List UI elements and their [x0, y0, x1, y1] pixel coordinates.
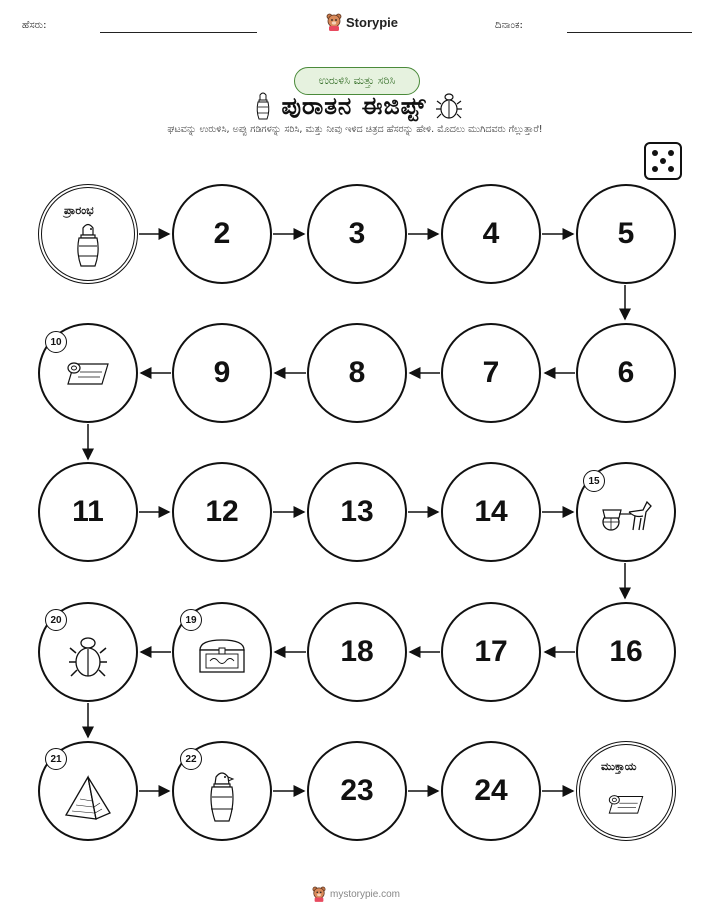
name-label: ಹೆಸರು:: [22, 20, 47, 31]
title-text: ಪುರಾತನ ಈಜಿಪ್ಟ್: [281, 92, 427, 120]
board-space-13[interactable]: [307, 462, 407, 562]
space-badge-10: [45, 331, 67, 353]
badge-number: 15: [588, 475, 600, 487]
board-space-23[interactable]: [307, 741, 407, 841]
start-space[interactable]: [38, 184, 138, 284]
board-space-2[interactable]: [172, 184, 272, 284]
space-number: 17: [474, 635, 508, 668]
canopic-jar-icon: [73, 222, 103, 268]
badge-number: 22: [185, 753, 197, 765]
brand-name: Storypie: [346, 14, 399, 30]
treasure-chest-icon: [196, 636, 248, 674]
papyrus-scroll-icon: [606, 790, 646, 818]
space-number: 16: [609, 635, 643, 668]
finish-label: ಮುಕ್ತಾಯ: [601, 760, 637, 773]
canopic-jar-icon: [207, 769, 237, 823]
board-space-5[interactable]: [576, 184, 676, 284]
date-label: ದಿನಾಂಕ:: [495, 20, 523, 31]
space-number: 3: [348, 217, 366, 250]
scarab-icon: [68, 635, 108, 679]
space-number: 8: [348, 356, 366, 389]
space-number: 18: [340, 635, 374, 668]
footer: [312, 886, 400, 902]
board-space-17[interactable]: [441, 602, 541, 702]
board-space-6[interactable]: [576, 323, 676, 423]
instructions: ಘಟವನ್ನು ಉರುಳಿಸಿ, ಅಪ್ಪು ಗಡಿಗಳನ್ನು ಸರಿಸಿ, ಮತ್ತು ನೀವು ಇಳಿದ ಚಿತ್ರದ ಹೆಸರನ್ನು ಹೇಳಿ. ಮೊದಲು ಮುಗಿದವರು ಗೆಲ್ಲುತ್ತಾರೆ!: [167, 124, 543, 135]
space-number: 6: [617, 356, 635, 389]
board-space-16[interactable]: [576, 602, 676, 702]
board-space-7[interactable]: [441, 323, 541, 423]
space-badge-22: [180, 748, 202, 770]
finish-space[interactable]: [576, 741, 676, 841]
board-space-12[interactable]: [172, 462, 272, 562]
badge-number: 20: [50, 614, 62, 626]
board-space-9[interactable]: [172, 323, 272, 423]
space-badge-21: [45, 748, 67, 770]
badge-number: 21: [50, 753, 62, 765]
space-number: 2: [213, 217, 231, 250]
space-number: 4: [482, 217, 500, 250]
start-label: ಪ್ರಾರಂಭ: [64, 204, 94, 217]
space-badge-20: [45, 609, 67, 631]
pyramid-icon: [62, 775, 114, 823]
badge-number: 19: [185, 614, 197, 626]
space-number: 11: [72, 495, 104, 528]
space-number: 24: [474, 774, 508, 807]
board-space-18[interactable]: [307, 602, 407, 702]
space-number: 7: [482, 356, 500, 389]
space-number: 5: [617, 217, 635, 250]
board-space-11[interactable]: [38, 462, 138, 562]
board-space-3[interactable]: [307, 184, 407, 284]
space-number: 23: [340, 774, 374, 807]
chariot-icon: [599, 498, 653, 534]
footer-url[interactable]: mystorypie.com: [330, 888, 401, 900]
space-number: 12: [205, 495, 239, 528]
space-number: 9: [213, 356, 231, 389]
board-space-4[interactable]: [441, 184, 541, 284]
space-number: 13: [340, 495, 374, 528]
board-space-24[interactable]: [441, 741, 541, 841]
board-space-14[interactable]: [441, 462, 541, 562]
board-space-8[interactable]: [307, 323, 407, 423]
pill-text: ಉರುಳಿಸಿ ಮತ್ತು ಸರಿಸಿ: [318, 74, 396, 87]
papyrus-scroll-icon: [64, 358, 112, 388]
space-badge-19: [180, 609, 202, 631]
space-number: 14: [474, 495, 508, 528]
space-badge-15: [583, 470, 605, 492]
bear-logo-icon: [312, 886, 326, 902]
badge-number: 10: [50, 336, 62, 348]
